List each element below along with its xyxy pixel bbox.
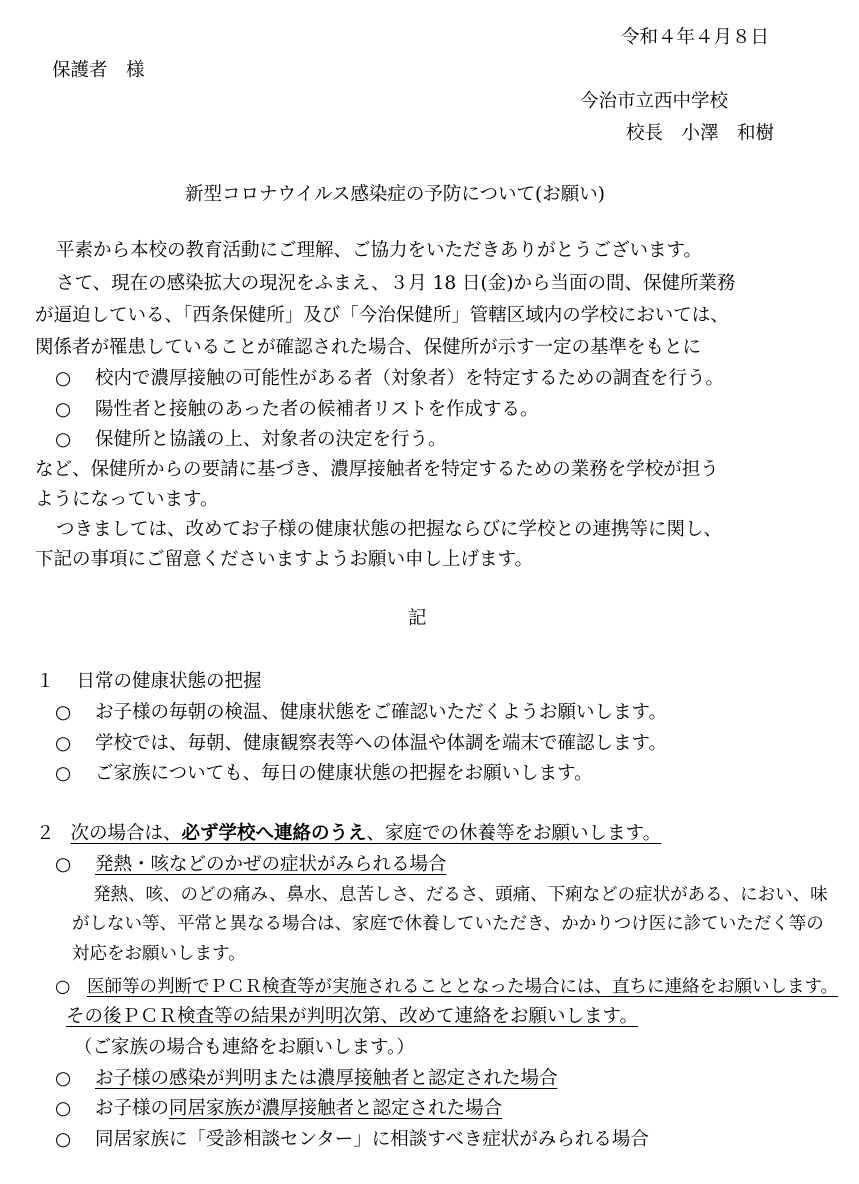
section-2-item: ○ 同居家族に「受診相談センター」に相談すべき症状がみられる場合 xyxy=(55,1129,649,1150)
principal-name: 校長 小澤 和樹 xyxy=(626,123,775,144)
section-2-heading: ２ 次の場合は、必ず学校へ連絡のうえ、家庭での休養等をお願いします。 xyxy=(36,823,662,844)
section-2-item: ○ お子様の感染が判明または濃厚接触者と認定された場合 xyxy=(55,1068,558,1089)
section-2-item: ○ 発熱・咳などのかぜの症状がみられる場合 xyxy=(55,854,447,875)
school-name: 今治市立西中学校 xyxy=(580,91,729,112)
intro-paragraph-3-line-1: など、保健所からの要請に基づき、濃厚接触者を特定するための業務を学校が担う xyxy=(35,459,719,480)
intro-paragraph-2-line-3: 関係者が罹患していることが確認された場合、保健所が示す一定の基準をもとに xyxy=(35,337,702,358)
intro-paragraph-4-line-1: つきましては、改めてお子様の健康状態の把握ならびに学校との連携等に関し、 xyxy=(56,519,723,540)
bullet-circle-icon: ○ xyxy=(55,763,72,784)
intro-paragraph-2-line-1: さて、現在の感染拡大の現況をふまえ、３月 18 日(金)から当面の間、保健所業務 xyxy=(56,273,736,294)
bullet-circle-icon: ○ xyxy=(55,1098,72,1119)
bullet-circle-icon: ○ xyxy=(55,399,72,420)
date: 令和４年４月８日 xyxy=(621,27,770,48)
document-title: 新型コロナウイルス感染症の予防について(お願い) xyxy=(185,184,605,205)
bullet-circle-icon: ○ xyxy=(55,1068,72,1089)
intro-list-item: ○ 陽性者と接触のあった者の候補者リストを作成する。 xyxy=(55,399,539,420)
intro-list-item: ○ 校内で濃厚接触の可能性がある者（対象者）を特定するための調査を行う。 xyxy=(55,368,725,389)
bullet-circle-icon: ○ xyxy=(55,1129,72,1150)
section-2-item-detail-line-1: 発熱、咳、のどの痛み、鼻水、息苦しさ、だるさ、頭痛、下痢などの症状がある、におい、味 xyxy=(93,885,828,905)
bullet-circle-icon: ○ xyxy=(55,429,72,450)
section-2-item-detail-line-2: がしない等、平常と異なる場合は、家庭で休養していただき、かかりつけ医に診ていただく等の xyxy=(72,914,824,934)
ki-heading: 記 xyxy=(408,608,427,629)
section-2-item-note: （ご家族の場合も連絡をお願いします。） xyxy=(74,1037,415,1058)
intro-list-item: ○ 保健所と協議の上、対象者の決定を行う。 xyxy=(55,429,447,450)
section-2-item-detail-line-3: 対応をお願いします。 xyxy=(72,944,246,964)
bullet-circle-icon: ○ xyxy=(55,702,72,723)
intro-paragraph-2-line-2: が逼迫している、「西条保健所」及び「今治保健所」管轄区域内の学校においては、 xyxy=(35,305,729,326)
section-2-item: ○ お子様の同居家族が濃厚接触者と認定された場合 xyxy=(55,1098,503,1119)
section-1-item: ○ ご家族についても、毎日の健康状態の把握をお願いします。 xyxy=(55,763,593,784)
section-2-item: ○ 医師等の判断でＰＣＲ検査等が実施されることとなった場合には、直ちに連絡をお願いします。 xyxy=(55,977,839,997)
section-1-heading: １ 日常の健康状態の把握 xyxy=(36,671,262,692)
section-1-item: ○ お子様の毎朝の検温、健康状態をご確認いただくようお願いします。 xyxy=(55,702,668,723)
section-2-item-line-2: その後ＰＣＲ検査等の結果が判明次第、改めて連絡をお願いします。 xyxy=(66,1006,639,1027)
intro-paragraph-4-line-2: 下記の事項にご留意くださいますようお願い申し上げます。 xyxy=(35,549,534,570)
intro-paragraph-1: 平素から本校の教育活動にご理解、ご協力をいただきありがとうございます。 xyxy=(56,240,703,261)
bullet-circle-icon: ○ xyxy=(55,854,72,875)
bullet-circle-icon: ○ xyxy=(55,368,72,389)
bullet-circle-icon: ○ xyxy=(55,733,72,754)
section-1-item: ○ 学校では、毎朝、健康観察表等への体温や体調を端末で確認します。 xyxy=(55,733,668,754)
intro-paragraph-3-line-2: ようになっています。 xyxy=(35,489,219,510)
addressee: 保護者 様 xyxy=(52,60,145,81)
bullet-circle-icon: ○ xyxy=(55,977,71,997)
